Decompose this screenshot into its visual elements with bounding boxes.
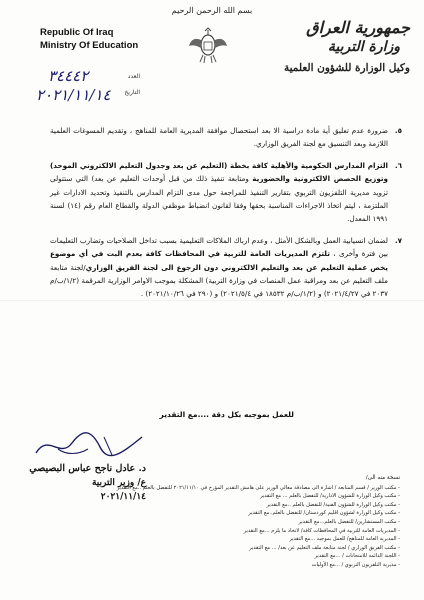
paragraph-text-continued: /لجنة متابعة ملف التعليم عن بعد ومراقبة عمل المنصات في وزارة التربية) المشكلة بموجب الاوامر الوزارية المرقمة (١/٢/ب/م ٢٠٣٧ في ٢٠٢١/٤/٢٧) و (١/٢/ب/م ١٨٥٣٢ في ٢٠٢١/٥/٤) و (٢٩٠ في ٢٠٢١/١٠/٢٦) . — [50, 262, 388, 299]
paragraph-bold-text: تلتزم المديريات العامة للتربية في المحافظات كافة بعدم البت في أي موضوع يخص عملية التعليم عن بعد والتعليم الالكتروني دون الرجوع الى لجنة الفريق الوزاري — [50, 249, 388, 272]
ref-date: ٢٠٢١/١١/١٤ — [36, 86, 111, 104]
copy-recipient: - اللجنة الدائمة للامتحانات / ...مع التقدير — [140, 552, 400, 561]
copy-recipient: - مكتب وكيل الوزارة للشؤون الفنية/ للتفضل بالعلم ..مع التقدير — [140, 501, 400, 510]
signatory-name: د. عادل ناجح عباس البصيصي — [29, 463, 146, 474]
copy-recipient: - مكتب وكيل الوزارة للشؤون الادارية/ للتفضل بالعلم ... مع التقدير — [140, 492, 400, 501]
copy-recipient: - المديرية العامة للمناهج/ للعمل بموجبه ...مع التقدير — [140, 535, 400, 544]
arabic-letterhead — [260, 18, 410, 74]
ref-date-label: التاريخ — [124, 89, 140, 96]
ref-number-label: العدد — [127, 73, 140, 80]
country-name-ar: جمهورية العراق — [306, 18, 410, 37]
paragraph-5 — [50, 124, 402, 151]
paragraph-text: لضمان انسيابية العمل وبالشكل الأمثل ، وعدم ارباك الملاكات التعليمية بسبب تداخل الصلاحيات وتضارب التعليمات بين فترة وأخرى ، — [50, 235, 388, 259]
ministry-name-ar: وزارة التربية — [327, 39, 400, 55]
paragraph-number: ٥. — [394, 126, 402, 135]
copies-header: نسخة منه الى/ — [365, 475, 400, 481]
signature-date: ٢٠٢١/١١/١٤ — [100, 492, 146, 502]
paragraph-number: ٦. — [394, 160, 402, 170]
paragraph-7 — [50, 234, 402, 301]
paragraph-bold-text: التزام المدارس الحكومية والأهلية كافة بخطة (التعليم عن بعد وجدول التعليم الالكتروني الموحد) وتوزيع الحصص الالكترونية والحضورية — [50, 160, 388, 184]
copy-recipient: - المديريات العامة للتربية في المحافظات كافة/ لاتخاذ ما يلزم ...مع التقدير — [140, 527, 400, 536]
copy-recipient: - مكتب المستشارين/ للتفضل بالعلم...مع التقدير — [140, 518, 400, 527]
office-name-ar: وكيل الوزارة للشؤون العلمية — [283, 62, 410, 74]
paragraph-6 — [50, 159, 402, 226]
handwritten-signature — [30, 425, 150, 465]
letter-body — [50, 124, 402, 301]
ref-number: ٣٤٤٤٢ — [48, 67, 89, 85]
copy-recipient: - مكتب الوزير / قسم المتابعة / اشارة الى مصادقة معالي الوزير على هامش التقدير المؤرخ في ٢٠٢١/١١/١٠ للتفضل بالعلم ..مع التقدير — [140, 484, 400, 493]
reference-block — [36, 67, 140, 104]
signatory-title: ع/ وزير التربية — [91, 478, 146, 488]
ministry-name-en: Ministry Of Education — [40, 40, 139, 51]
english-letterhead — [40, 26, 150, 52]
paragraph-number: ٧. — [394, 235, 402, 245]
basmala: بسم الله الرحمن الرحيم — [171, 6, 253, 15]
paragraph-text: ومتابعة تنفيذ ذلك من قبل أوحدات التعليم عن بعد) التي ستتولى تزويد مديرية التلفزيون التربوي بتقارير التنفيذ للمراجعة حول مدى التزام المدارس بالتنفيذ وتحديد الادارات غير الملتزمة ، ليتم اتخاذ الاجراءات المناسبة بحقها وفقا لقانون انضباط موظفي الدولة والقطاع العام رقم (١٤) لسنة ١٩٩١ المعدل. — [50, 174, 388, 224]
paragraph-text: ضرورة عدم تعليق أية مادة دراسية الا بعد استحصال موافقة المديرية العامة للمناهج ، وتقديم المسوغات العلمية اللازمة وبعد التنسيق مع لجنة الفريق الوزاري. — [50, 126, 388, 149]
copy-recipient: - مكتب وكيل الوزارة لشؤون اقليم كوردستان/ للتفضل بالعلم..مع التقدير — [140, 509, 400, 518]
copy-recipient: - مديرية التلفزيون التربوي / ...مع الأوليات — [140, 561, 400, 570]
closing-line: للعمل بموجبه بكل دقة ....مع التقدير — [159, 410, 294, 419]
country-name-en: Republic Of Iraq — [40, 27, 114, 38]
eagle-emblem-icon — [186, 22, 230, 66]
copy-recipient: - مكتب الفريق الوزاري / لجنة متابعة ملف التعليم عن بعد/ ... مع التقدير — [140, 544, 400, 553]
